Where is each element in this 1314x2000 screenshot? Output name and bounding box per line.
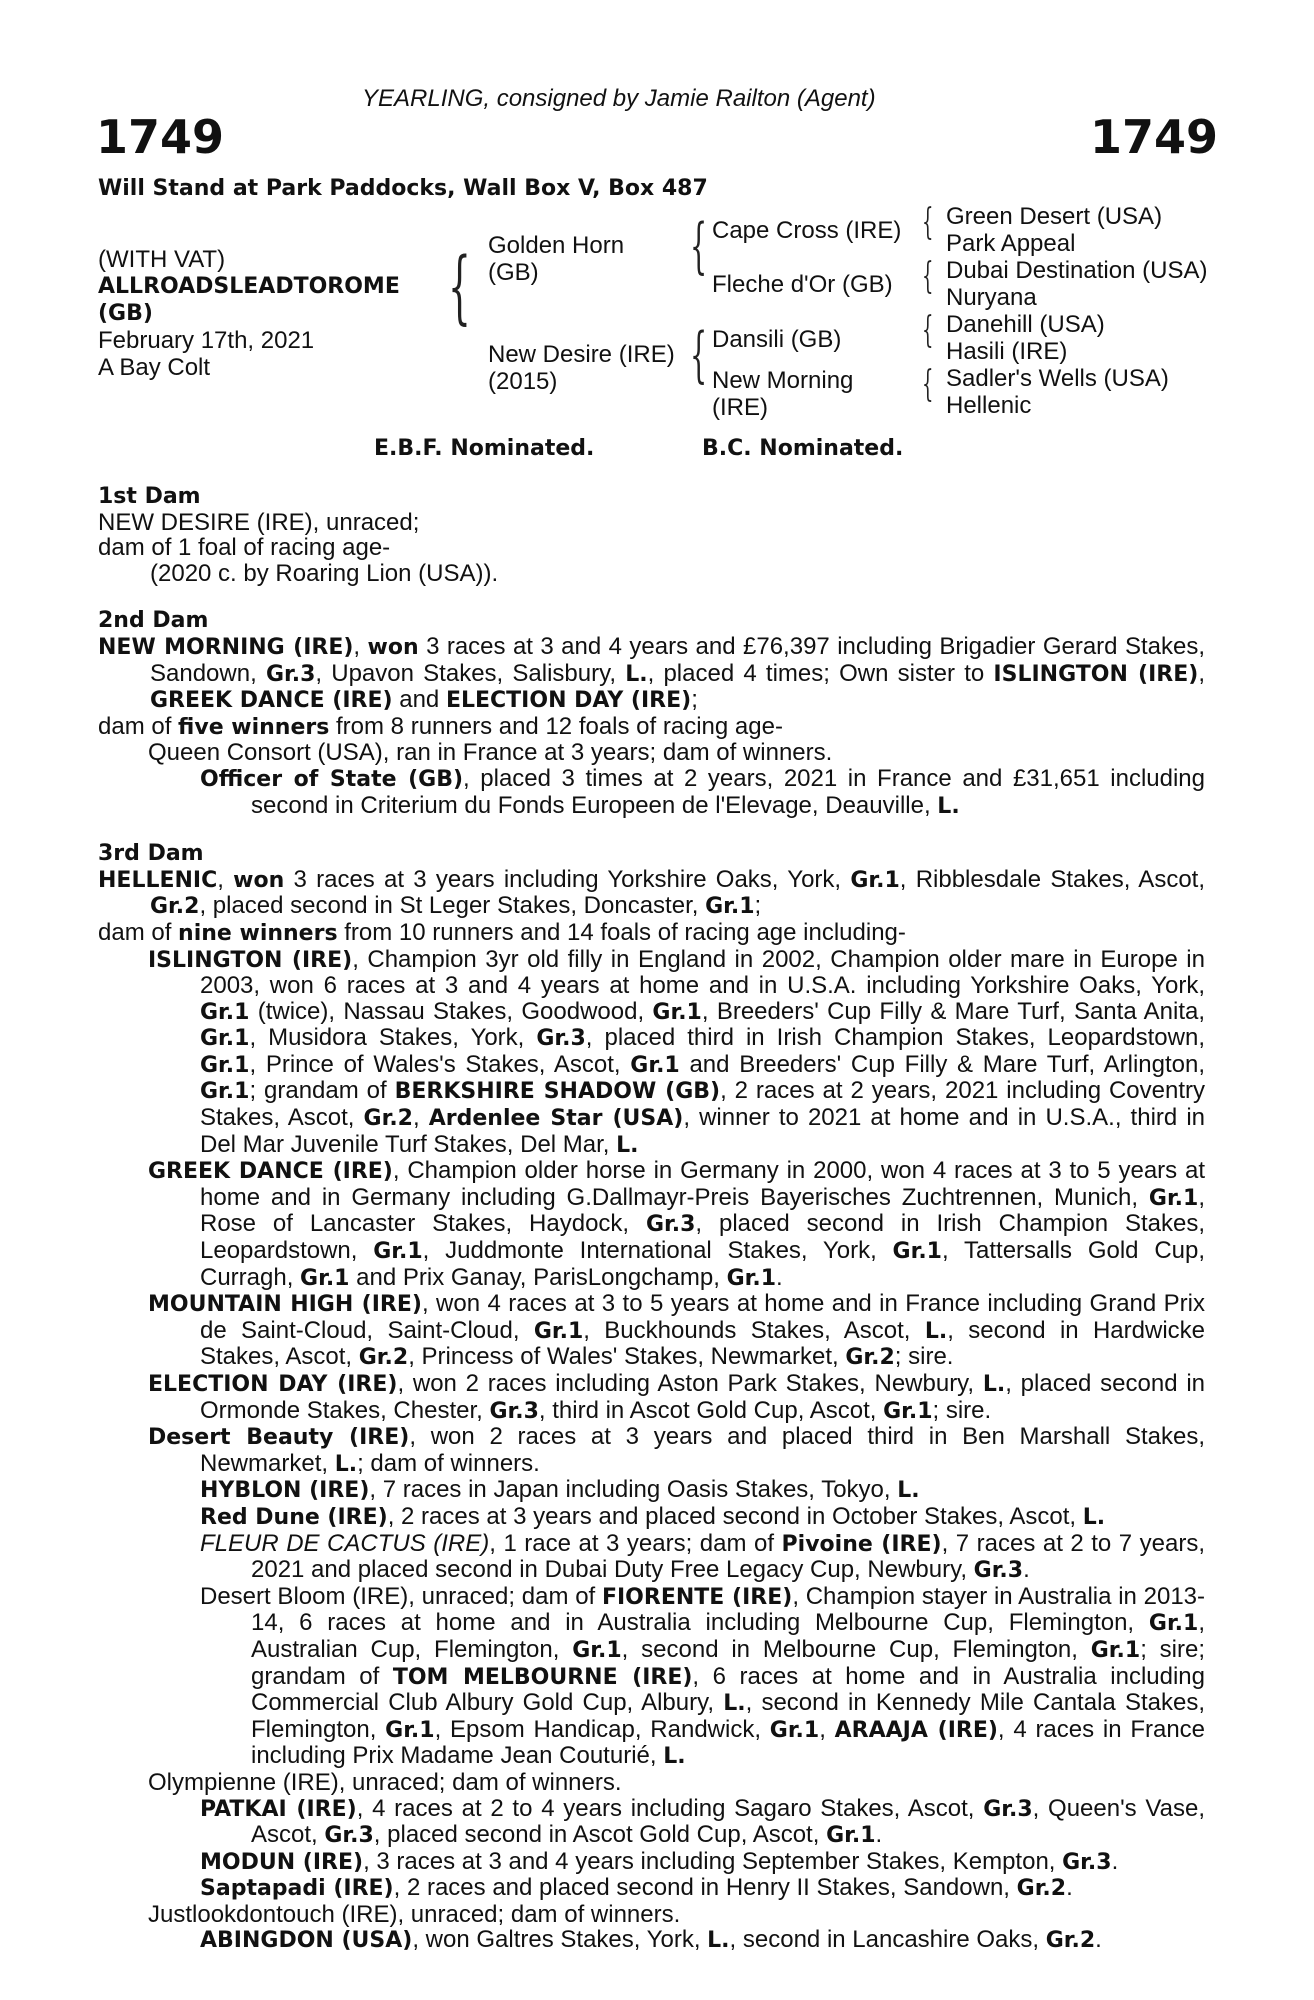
saptapadi-entry: Saptapadi (IRE), 2 races and placed second in Henry II Stakes, Sandown, Gr.2. bbox=[200, 1874, 1073, 1902]
red-dune-entry: Red Dune (IRE), 2 races at 3 years and placed second in October Stakes, Ascot, L. bbox=[200, 1502, 1106, 1530]
sire: Golden Horn bbox=[488, 232, 625, 259]
ggp-brace-1: { bbox=[922, 202, 934, 243]
horse-name-suffix: (GB) bbox=[98, 301, 153, 326]
ggp-green-desert: Green Desert (USA) bbox=[946, 203, 1163, 230]
desert-bloom-entry: Desert Bloom (IRE), unraced; dam of FIORENTE (IRE), Champion stayer in Australia in 2013-14, 6 races at home and in Australia including Melbourne Cup, Flemington, Gr.1, Australian Cup, Flemington, Gr.1, second in Melbourne Cup, Flemington, Gr.1; sire; grandam of TOM MELBOURNE (IRE), 6 races at home and in Australia including Commercial Club Albury Gold Cup, Albury, L., second in Kennedy Mile Cantala Stakes, Flemington, Gr.1, Epsom Handicap, Randwick, Gr.1, ARAAJA (IRE), 4 races in France including Prix Madame Jean Couturié, L. bbox=[200, 1582, 1206, 1770]
dam: New Desire (IRE) bbox=[488, 341, 675, 368]
ggp-brace-4: { bbox=[922, 364, 934, 405]
stand-location: Will Stand at Park Paddocks, Wall Box V, Box 487 bbox=[98, 176, 708, 201]
sire-brace: { bbox=[690, 211, 708, 281]
second-dam-entry: NEW MORNING (IRE), won 3 races at 3 and 4 years and £76,397 including Brigadier Gerard Stakes, Sandown, Gr.3, Upavon Stakes, Salisbury, L., placed 4 times; Own sister to ISLINGTON (IRE), GREEK DANCE (IRE) and ELECTION DAY (IRE); bbox=[98, 632, 1205, 714]
second-dam-produce: dam of five winners from 8 runners and 12 foals of racing age- bbox=[98, 712, 783, 740]
ggp-brace-3: { bbox=[922, 310, 934, 351]
first-dam-line-3: (2020 c. by Roaring Lion (USA)). bbox=[150, 559, 499, 587]
fleur-de-cactus-entry: FLEUR DE CACTUS (IRE), 1 race at 3 years; dam of Pivoine (IRE), 7 races at 2 to 7 years, 2021 and placed second in Dubai Duty Free Legacy Cup, Newbury, Gr.3. bbox=[200, 1529, 1206, 1584]
horse-dob: February 17th, 2021 bbox=[98, 327, 315, 354]
modun-entry: MODUN (IRE), 3 races at 3 and 4 years including September Stakes, Kempton, Gr.3. bbox=[200, 1847, 1119, 1875]
ggp-sadlers-wells: Sadler's Wells (USA) bbox=[946, 365, 1169, 392]
hyblon-entry: HYBLON (IRE), 7 races in Japan including Oasis Stakes, Tokyo, L. bbox=[200, 1476, 920, 1504]
first-dam-heading: 1st Dam bbox=[98, 484, 201, 509]
consignor-line: YEARLING, consigned by Jamie Railton (Agent) bbox=[362, 85, 876, 112]
dam-dam-suffix: (IRE) bbox=[712, 394, 768, 421]
pedigree-brace: { bbox=[448, 240, 471, 333]
justlookdontouch-entry: Justlookdontouch (IRE), unraced; dam of winners. bbox=[148, 1900, 681, 1928]
vat-note: (WITH VAT) bbox=[98, 246, 226, 273]
ggp-dubai-destination: Dubai Destination (USA) bbox=[946, 257, 1208, 284]
mountain-high-entry: MOUNTAIN HIGH (IRE), won 4 races at 3 to 5 years at home and in France including Grand Prix de Saint-Cloud, Saint-Cloud, Gr.1, Buckhounds Stakes, Ascot, L., second in Hardwicke Stakes, Ascot, Gr.2, Princess of Wales' Stakes, Newmarket, Gr.2; sire. bbox=[148, 1290, 1206, 1371]
horse-description: A Bay Colt bbox=[98, 354, 211, 381]
dam-dam: New Morning bbox=[712, 367, 854, 394]
ggp-brace-2: { bbox=[922, 256, 934, 297]
queen-consort-entry: Queen Consort (USA), ran in France at 3 years; dam of winners. bbox=[148, 739, 833, 767]
election-day-entry: ELECTION DAY (IRE), won 2 races including Aston Park Stakes, Newbury, L., placed second in Ormonde Stakes, Chester, Gr.3, third in Ascot Gold Cup, Ascot, Gr.1; sire. bbox=[148, 1370, 1206, 1424]
ggp-nuryana: Nuryana bbox=[946, 284, 1037, 311]
sire-suffix: (GB) bbox=[488, 259, 539, 286]
patkai-entry: PATKAI (IRE), 4 races at 2 to 4 years including Sagaro Stakes, Ascot, Gr.3, Queen's Vase, Ascot, Gr.3, placed second in Ascot Gold Cup, Ascot, Gr.1. bbox=[200, 1794, 1205, 1849]
olympienne-entry: Olympienne (IRE), unraced; dam of winners. bbox=[148, 1768, 622, 1796]
third-dam-produce: dam of nine winners from 10 runners and 14 foals of racing age including- bbox=[98, 918, 906, 946]
horse-name: ALLROADSLEADTOROME bbox=[98, 274, 400, 299]
ggp-park-appeal: Park Appeal bbox=[946, 230, 1076, 257]
ggp-hasili: Hasili (IRE) bbox=[946, 338, 1068, 365]
pedigree-notes bbox=[98, 484, 1205, 1954]
abingdon-entry: ABINGDON (USA), won Galtres Stakes, York, L., second in Lancashire Oaks, Gr.2. bbox=[200, 1926, 1102, 1954]
greek-dance-entry: GREEK DANCE (IRE), Champion older horse in Germany in 2000, won 4 races at 3 to 5 years at home and in Germany including G.Dallmayr-Preis Bayerisches Zuchtrennen, Munich, Gr.1, Rose of Lancaster Stakes, Haydock, Gr.3, placed second in Irish Champion Stakes, Leopardstown, Gr.1, Juddmonte International Stakes, York, Gr.1, Tattersalls Gold Cup, Curragh, Gr.1 and Prix Ganay, ParisLongchamp, Gr.1. bbox=[148, 1157, 1206, 1291]
third-dam-entry: HELLENIC, won 3 races at 3 years including Yorkshire Oaks, York, Gr.1, Ribblesdale Stakes, Ascot, Gr.2, placed second in St Leger Stakes, Doncaster, Gr.1; bbox=[98, 865, 1206, 920]
first-dam-line-2: dam of 1 foal of racing age- bbox=[98, 534, 391, 562]
ggp-hellenic: Hellenic bbox=[946, 392, 1032, 419]
bc-nomination: B.C. Nominated. bbox=[702, 436, 904, 461]
first-dam-line-1: NEW DESIRE (IRE), unraced; bbox=[98, 508, 420, 536]
dam-year: (2015) bbox=[488, 368, 558, 395]
third-dam-heading: 3rd Dam bbox=[98, 841, 204, 867]
second-dam-heading: 2nd Dam bbox=[98, 608, 209, 634]
islington-entry: ISLINGTON (IRE), Champion 3yr old filly in England in 2002, Champion older mare in Europe in 2003, won 6 races at 3 and 4 years at home and in U.S.A. including Yorkshire Oaks, York, Gr.1 (twice), Nassau Stakes, Goodwood, Gr.1, Breeders' Cup Filly & Mare Turf, Santa Anita, Gr.1, Musidora Stakes, York, Gr.3, placed third in Irish Champion Stakes, Leopardstown, Gr.1, Prince of Wales's Stakes, Ascot, Gr.1 and Breeders' Cup Filly & Mare Turf, Arlington, Gr.1; grandam of BERKSHIRE SHADOW (GB), 2 races at 2 years, 2021 including Coventry Stakes, Ascot, Gr.2, Ardenlee Star (USA), winner to 2021 at home and in U.S.A., third in Del Mar Juvenile Turf Stakes, Del Mar, L. bbox=[148, 945, 1206, 1158]
lot-number-right: 1749 bbox=[1090, 110, 1219, 164]
officer-of-state-entry: Officer of State (GB), placed 3 times at 2 years, 2021 in France and £31,651 including second in Criterium du Fonds Europeen de l'Elevage, Deauville, L. bbox=[200, 764, 1205, 819]
sire-sire: Cape Cross (IRE) bbox=[712, 217, 902, 244]
ebf-nomination: E.B.F. Nominated. bbox=[374, 436, 595, 461]
desert-beauty-entry: Desert Beauty (IRE), won 2 races at 3 years and placed third in Ben Marshall Stakes, Newmarket, L.; dam of winners. bbox=[148, 1423, 1206, 1477]
lot-number-left: 1749 bbox=[96, 110, 225, 164]
dam-brace: { bbox=[690, 320, 708, 390]
ggp-danehill: Danehill (USA) bbox=[946, 311, 1105, 338]
sire-dam: Fleche d'Or (GB) bbox=[712, 271, 893, 298]
dam-sire: Dansili (GB) bbox=[712, 326, 842, 353]
